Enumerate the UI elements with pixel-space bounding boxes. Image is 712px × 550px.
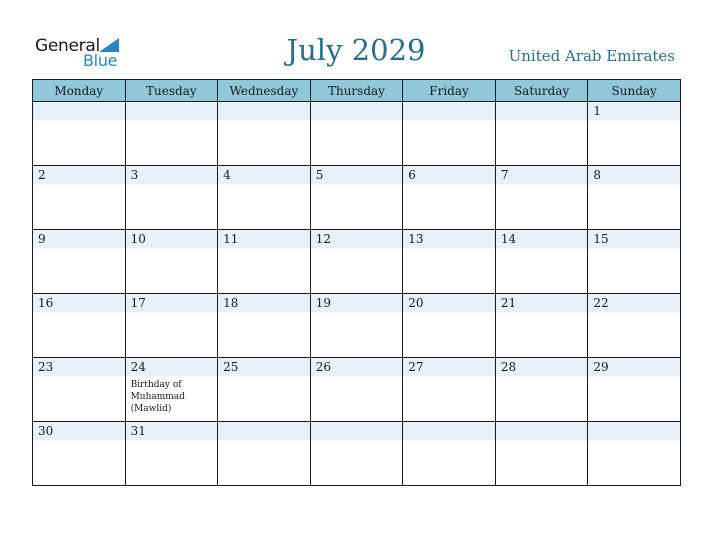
day-cell	[218, 230, 311, 294]
day-cell	[588, 166, 681, 230]
day-number: 12	[315, 232, 331, 246]
weekday-header: Saturday	[495, 80, 588, 102]
day-number	[403, 422, 495, 440]
week-row	[33, 230, 681, 294]
holiday-label: Birthday of Muhammad (Mawlid)	[130, 380, 185, 414]
day-number: 10	[130, 232, 146, 246]
day-number: 15	[593, 232, 609, 246]
day-number	[496, 102, 588, 120]
day-cell	[403, 294, 496, 358]
day-number: 31	[130, 424, 146, 438]
day-number: 17	[130, 296, 146, 310]
day-number: 23	[38, 360, 54, 374]
day-cell	[310, 166, 403, 230]
day-cell	[33, 294, 126, 358]
day-cell	[310, 230, 403, 294]
calendar-title: July 2029	[286, 33, 426, 67]
day-number	[126, 102, 218, 120]
day-number: 2	[38, 168, 46, 182]
day-number: 7	[500, 168, 509, 182]
week-row	[33, 294, 681, 358]
weekday-header: Wednesday	[218, 80, 311, 102]
day-cell	[310, 102, 403, 166]
day-cell	[33, 422, 126, 486]
weekday-header: Friday	[403, 80, 496, 102]
day-cell	[588, 422, 681, 486]
country-label: United Arab Emirates	[508, 47, 675, 65]
day-cell	[218, 102, 311, 166]
day-cell	[125, 422, 218, 486]
day-cell	[125, 358, 218, 422]
day-cell	[588, 102, 681, 166]
weekday-header: Monday	[33, 80, 126, 102]
day-number: 11	[223, 232, 239, 246]
day-cell	[218, 166, 311, 230]
day-number: 6	[408, 168, 416, 182]
day-cell	[310, 422, 403, 486]
day-cell	[588, 230, 681, 294]
day-cell	[403, 358, 496, 422]
day-number: 16	[38, 296, 54, 310]
day-number	[588, 422, 680, 440]
day-number: 14	[500, 232, 517, 246]
week-row	[33, 358, 681, 422]
day-number: 3	[130, 168, 139, 182]
day-cell	[403, 422, 496, 486]
day-cell	[310, 358, 403, 422]
day-cell	[588, 358, 681, 422]
weekday-header: Thursday	[310, 80, 403, 102]
logo-text-blue: Blue	[83, 51, 118, 70]
day-cell	[495, 166, 588, 230]
day-cell	[218, 422, 311, 486]
week-row	[33, 102, 681, 166]
day-cell	[403, 230, 496, 294]
day-number: 4	[223, 168, 231, 182]
day-number: 29	[593, 360, 609, 374]
day-cell	[33, 166, 126, 230]
day-cell	[495, 358, 588, 422]
day-cell	[495, 422, 588, 486]
day-number: 8	[593, 168, 602, 182]
day-cell	[403, 166, 496, 230]
day-number	[311, 102, 403, 120]
day-cell	[403, 102, 496, 166]
day-number: 25	[223, 360, 239, 374]
day-number: 1	[593, 104, 602, 118]
logo-text-general: General	[35, 36, 100, 56]
day-cell	[218, 358, 311, 422]
day-number	[218, 422, 310, 440]
day-number: 19	[315, 296, 331, 310]
day-number: 9	[38, 232, 46, 246]
day-number	[33, 102, 125, 120]
day-number	[496, 422, 588, 440]
day-number	[403, 102, 495, 120]
day-number: 21	[500, 296, 517, 310]
day-cell	[33, 230, 126, 294]
weekday-header-row	[33, 80, 681, 102]
day-cell	[310, 294, 403, 358]
day-number: 26	[315, 360, 331, 374]
day-number: 20	[408, 296, 424, 310]
day-number: 27	[408, 360, 424, 374]
calendar-grid	[32, 79, 681, 486]
day-cell	[588, 294, 681, 358]
day-number: 30	[38, 424, 54, 438]
day-number: 13	[408, 232, 424, 246]
day-number: 24	[130, 360, 146, 374]
day-cell	[495, 230, 588, 294]
day-cell	[218, 294, 311, 358]
week-row	[33, 422, 681, 486]
week-row	[33, 166, 681, 230]
day-number	[311, 422, 403, 440]
weekday-header: Sunday	[588, 80, 681, 102]
day-cell	[125, 294, 218, 358]
weekday-header: Tuesday	[125, 80, 218, 102]
day-number: 5	[315, 168, 324, 182]
day-number: 22	[593, 296, 609, 310]
day-cell	[125, 102, 218, 166]
day-cell	[125, 230, 218, 294]
day-number	[218, 102, 310, 120]
day-cell	[495, 294, 588, 358]
day-cell	[495, 102, 588, 166]
day-cell	[33, 358, 126, 422]
day-cell	[125, 166, 218, 230]
day-number: 28	[500, 360, 517, 374]
day-number: 18	[223, 296, 239, 310]
day-cell	[33, 102, 126, 166]
